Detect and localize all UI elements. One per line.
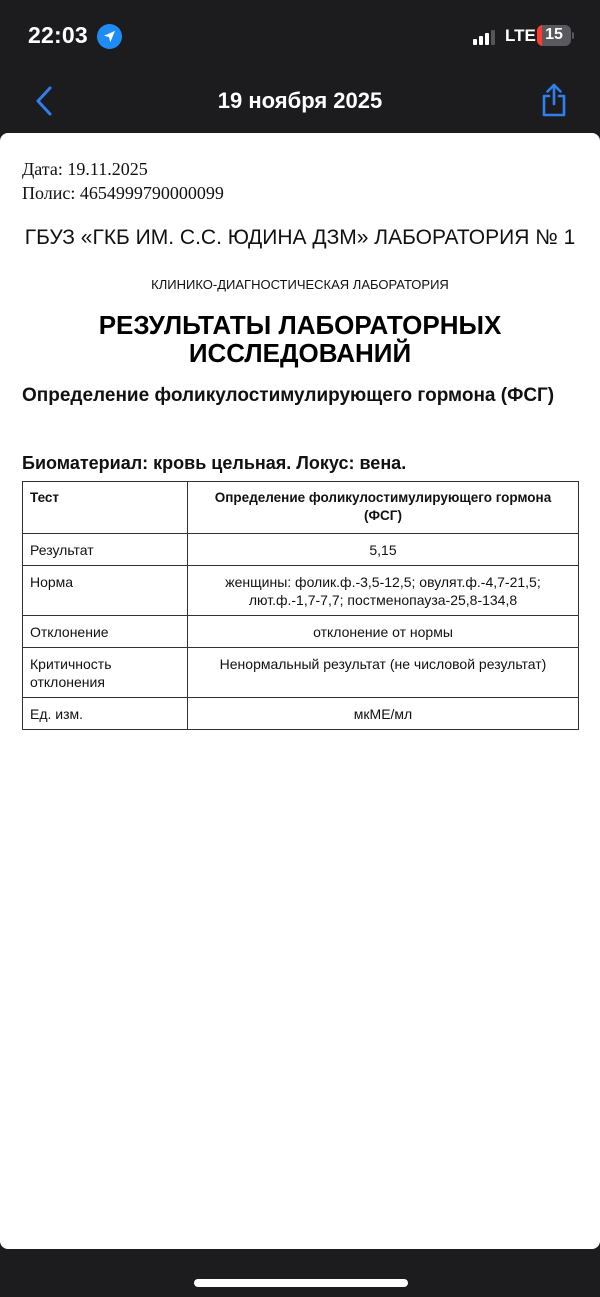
row-label: Норма: [23, 566, 188, 616]
document-title: [0, 311, 600, 367]
document-title-text: РЕЗУЛЬТАТЫ ЛАБОРАТОРНЫХ ИССЛЕДОВАНИЙ: [98, 310, 502, 368]
biomaterial-line: Биоматериал: кровь цельная. Локус: вена.: [22, 453, 407, 473]
document-meta: [22, 157, 224, 205]
policy-line: Полис: 4654999790000099: [22, 183, 224, 203]
row-label: Критичность отклонения: [23, 648, 188, 698]
share-icon: [538, 82, 570, 118]
table-row: [23, 482, 579, 534]
row-label: Тест: [23, 482, 188, 534]
row-value: женщины: фолик.ф.-3,5-12,5; овулят.ф.-4,7-21,5; лют.ф.-1,7-7,7; постменопауза-25,8-134,8: [188, 566, 579, 616]
row-value: 5,15: [188, 534, 579, 566]
navigation-bar: [0, 70, 600, 133]
row-label: Результат: [23, 534, 188, 566]
row-label: Ед. изм.: [23, 698, 188, 730]
battery-tip: [572, 32, 574, 39]
cellular-signal-icon: [473, 29, 497, 45]
department-name: КЛИНИКО-ДИАГНОСТИЧЕСКАЯ ЛАБОРАТОРИЯ: [151, 277, 449, 292]
share-button[interactable]: [538, 82, 570, 118]
battery-icon: [537, 25, 571, 46]
location-arrow-icon: [97, 24, 122, 49]
table-row: [23, 698, 579, 730]
status-bar: [0, 0, 600, 70]
table-row: [23, 566, 579, 616]
document-page: [0, 133, 600, 1249]
row-value: мкМЕ/мл: [188, 698, 579, 730]
results-table: [22, 481, 579, 730]
page-title: 19 ноября 2025: [217, 88, 383, 113]
network-type: LTE: [505, 26, 536, 45]
table-row: [23, 648, 579, 698]
test-name-heading: Определение фоликулостимулирующего гормона (ФСГ): [22, 385, 555, 406]
table-row: [23, 534, 579, 566]
row-label: Отклонение: [23, 616, 188, 648]
battery-percent: 15: [545, 26, 563, 43]
row-value: Ненормальный результат (не числовой результат): [188, 648, 579, 698]
table-row: [23, 616, 579, 648]
row-value: Определение фоликулостимулирующего гормона (ФСГ): [188, 482, 579, 534]
row-value: отклонение от нормы: [188, 616, 579, 648]
date-line: Дата: 19.11.2025: [22, 159, 148, 179]
status-time: 22:03: [28, 22, 88, 48]
home-indicator[interactable]: [194, 1279, 408, 1287]
organization-name: ГБУЗ «ГКБ ИМ. С.С. ЮДИНА ДЗМ» ЛАБОРАТОРИЯ № 1: [24, 226, 576, 249]
